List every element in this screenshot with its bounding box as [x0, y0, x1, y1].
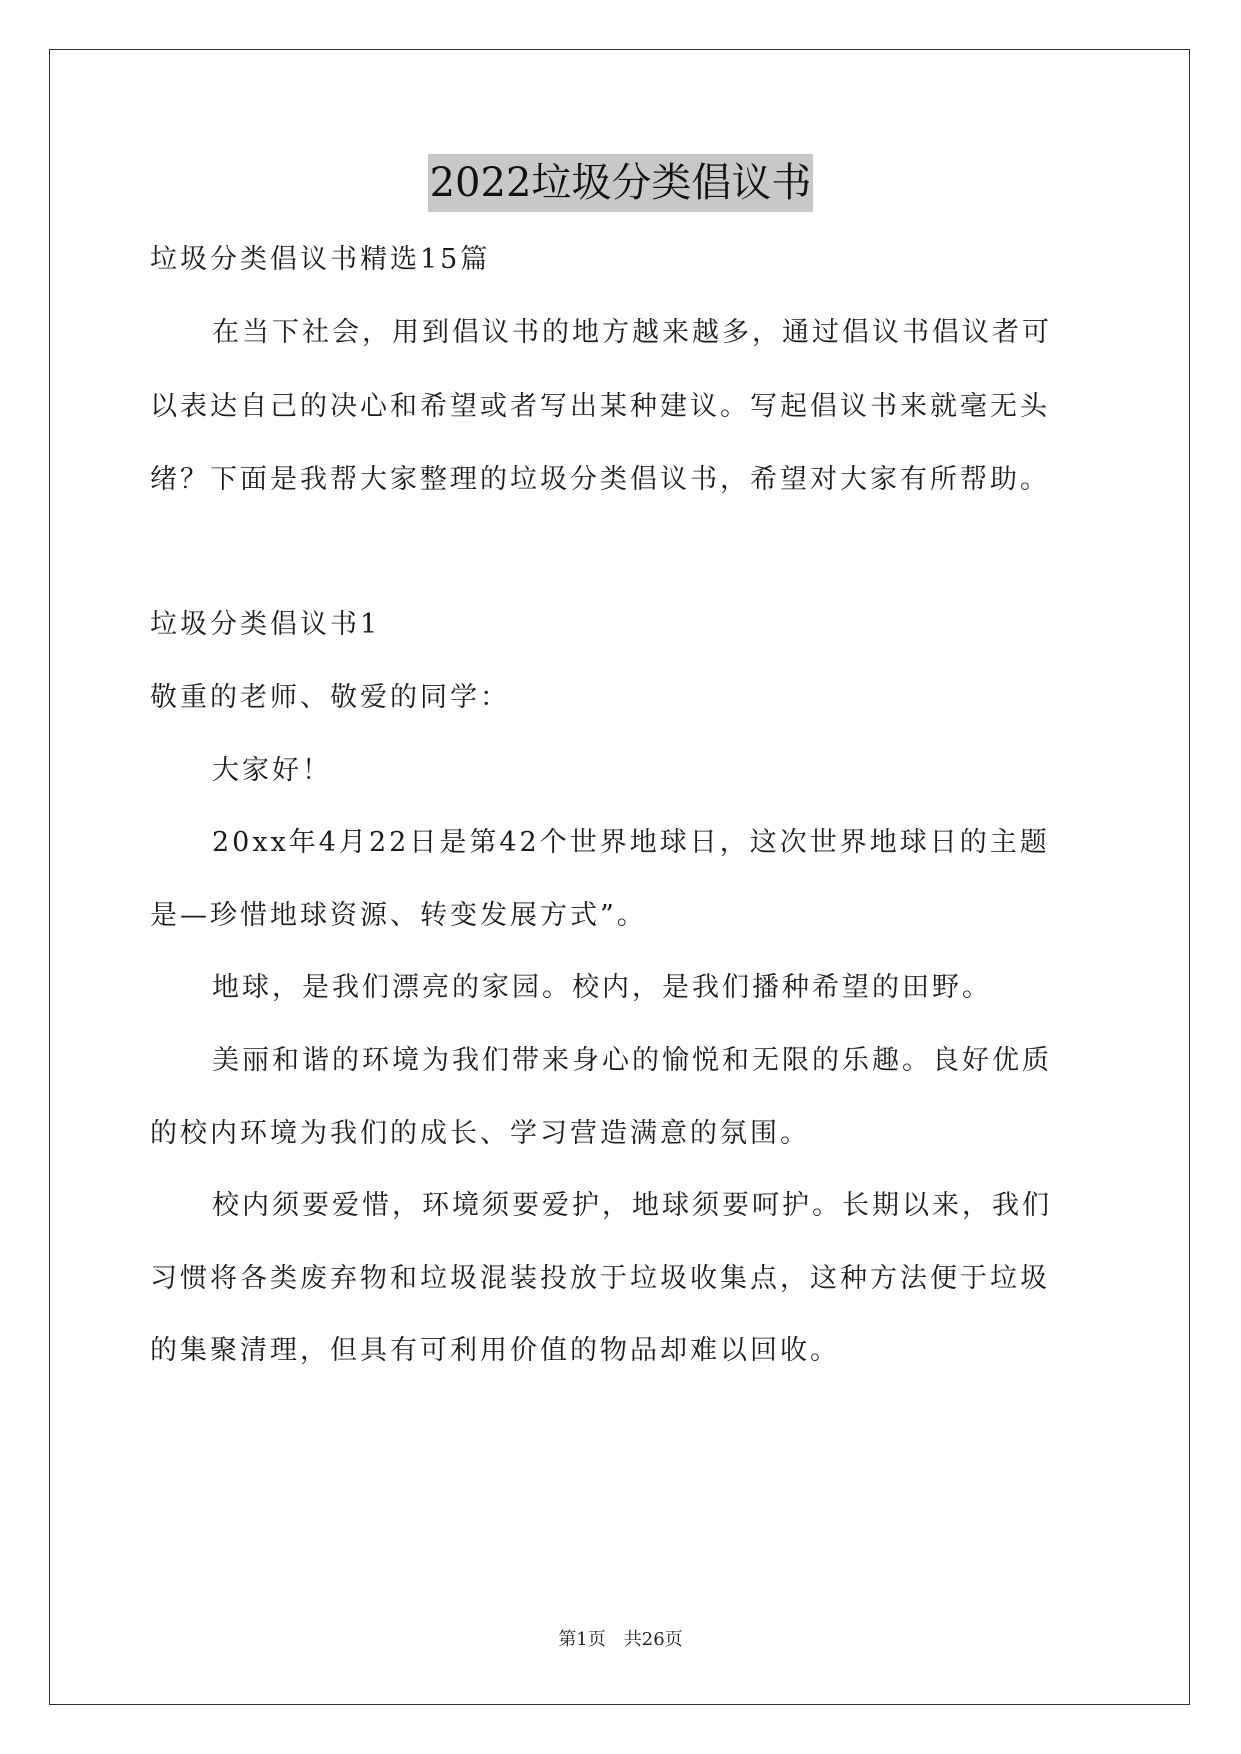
- title-container: [0, 154, 1241, 212]
- section-heading: 垃圾分类倡议书1: [150, 609, 381, 640]
- page-border: [49, 49, 1190, 1705]
- paragraph-earth-day-line-2: 是—珍惜地球资源、转变发展方式”。: [150, 900, 647, 931]
- page-footer: [0, 1625, 1241, 1651]
- paragraph-environment-line-2: 的校内环境为我们的成长、学习营造满意的氛围。: [150, 1118, 810, 1149]
- paragraph-protect-line-1: 校内须要爱惜，环境须要爱护，地球须要呵护。长期以来，我们: [212, 1190, 1052, 1221]
- page-total: 共26页: [623, 1629, 683, 1650]
- paragraph-environment-line-1: 美丽和谐的环境为我们带来身心的愉悦和无限的乐趣。良好优质: [212, 1045, 1052, 1076]
- salutation: 敬重的老师、敬爱的同学：: [150, 682, 510, 713]
- document-title: 2022垃圾分类倡议书: [428, 154, 814, 212]
- paragraph-home-line-1: 地球，是我们漂亮的家园。校内，是我们播种希望的田野。: [212, 972, 992, 1003]
- greeting: 大家好！: [212, 755, 332, 786]
- paragraph-earth-day-line-1: 20xx年4月22日是第42个世界地球日，这次世界地球日的主题: [212, 827, 1050, 858]
- intro-paragraph-line-2: 以表达自己的决心和希望或者写出某种建议。写起倡议书来就毫无头: [150, 391, 1050, 422]
- paragraph-protect-line-2: 习惯将各类废弃物和垃圾混装投放于垃圾收集点，这种方法便于垃圾: [150, 1263, 1050, 1294]
- intro-paragraph-line-3: 绪？下面是我帮大家整理的垃圾分类倡议书，希望对大家有所帮助。: [150, 464, 1050, 495]
- page-number: 第1页: [558, 1629, 606, 1650]
- paragraph-protect-line-3: 的集聚清理，但具有可利用价值的物品却难以回收。: [150, 1335, 840, 1366]
- subtitle-line: 垃圾分类倡议书精选15篇: [150, 244, 491, 275]
- intro-paragraph-line-1: 在当下社会，用到倡议书的地方越来越多，通过倡议书倡议者可: [212, 317, 1052, 348]
